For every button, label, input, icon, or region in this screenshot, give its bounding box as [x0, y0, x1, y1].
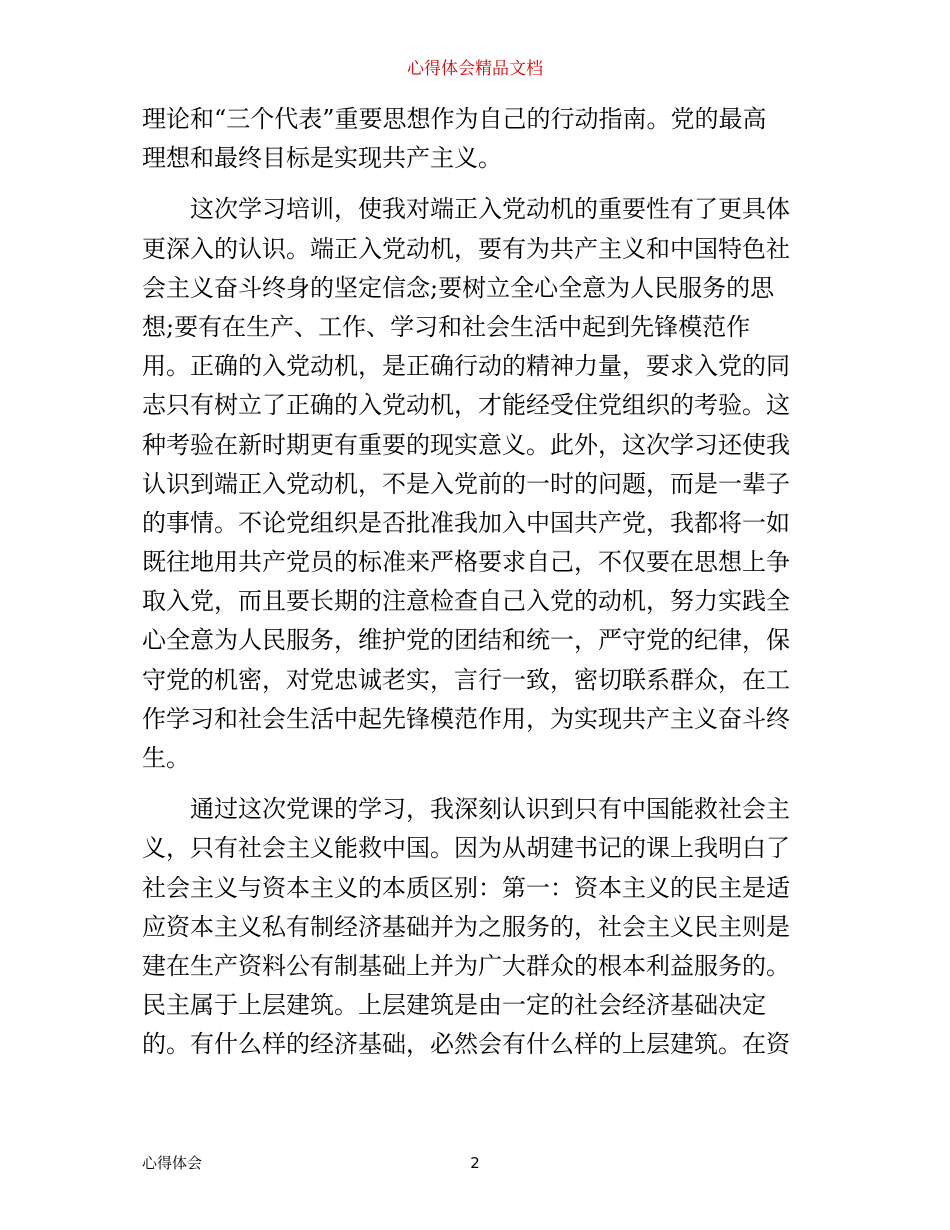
document-body [142, 100, 812, 1065]
paragraph-start-line: 通过这次党课的学习，我深刻认识到只有中国能救社会主 [190, 795, 790, 824]
text-line: 作学习和社会生活中起先锋模范作用，为实现共产主义奋斗终 [142, 704, 790, 733]
text-line: 建在生产资料公有制基础上并为广大群众的根本利益服务的。 [142, 951, 790, 980]
page-header: 心得体会精品文档 [407, 59, 543, 79]
page-number: 2 [470, 1154, 480, 1172]
text-line: 用。正确的入党动机，是正确行动的精神力量，要求入党的同 [142, 352, 790, 381]
text-line: 认识到端正入党动机，不是入党前的一时的问题，而是一辈子 [142, 469, 790, 498]
paragraph-start-line: 这次学习培训，使我对端正入党动机的重要性有了更具体 [190, 195, 790, 224]
text-line: 理论和“三个代表”重要思想作为自己的行动指南。党的最高 [142, 105, 767, 133]
text-line: 既往地用共产党员的标准来严格要求自己，不仅要在思想上争 [142, 548, 790, 577]
text-line: 义，只有社会主义能救中国。因为从胡建书记的课上我明白了 [142, 834, 790, 863]
text-line: 应资本主义私有制经济基础并为之服务的，社会主义民主则是 [142, 912, 790, 941]
text-line: 取入党，而且要长期的注意检查自己入党的动机，努力实践全 [142, 587, 790, 616]
text-line: 心全意为人民服务，维护党的团结和统一，严守党的纪律，保 [142, 626, 790, 655]
text-line: 的。有什么样的经济基础，必然会有什么样的上层建筑。在资 [142, 1030, 790, 1059]
footer-label: 心得体会 [142, 1154, 203, 1172]
text-line: 守党的机密，对党忠诚老实，言行一致，密切联系群众，在工 [142, 665, 790, 694]
text-line: 的事情。不论党组织是否批准我加入中国共产党，我都将一如 [142, 508, 790, 537]
text-line: 民主属于上层建筑。上层建筑是由一定的社会经济基础决定 [142, 991, 766, 1020]
text-line: 志只有树立了正确的入党动机，才能经受住党组织的考验。这 [142, 391, 790, 420]
text-line: 种考验在新时期更有重要的现实意义。此外，这次学习还使我 [142, 430, 790, 459]
text-line: 生。 [142, 744, 190, 772]
text-line: 更深入的认识。端正入党动机，要有为共产主义和中国特色社 [142, 234, 790, 263]
text-line: 理想和最终目标是实现共产主义。 [142, 144, 502, 173]
text-line: 想;要有在生产、工作、学习和社会生活中起到先锋模范作 [142, 312, 751, 341]
text-line: 会主义奋斗终身的坚定信念;要树立全心全意为人民服务的思 [142, 273, 775, 302]
text-line: 社会主义与资本主义的本质区别：第一：资本主义的民主是适 [142, 873, 790, 902]
